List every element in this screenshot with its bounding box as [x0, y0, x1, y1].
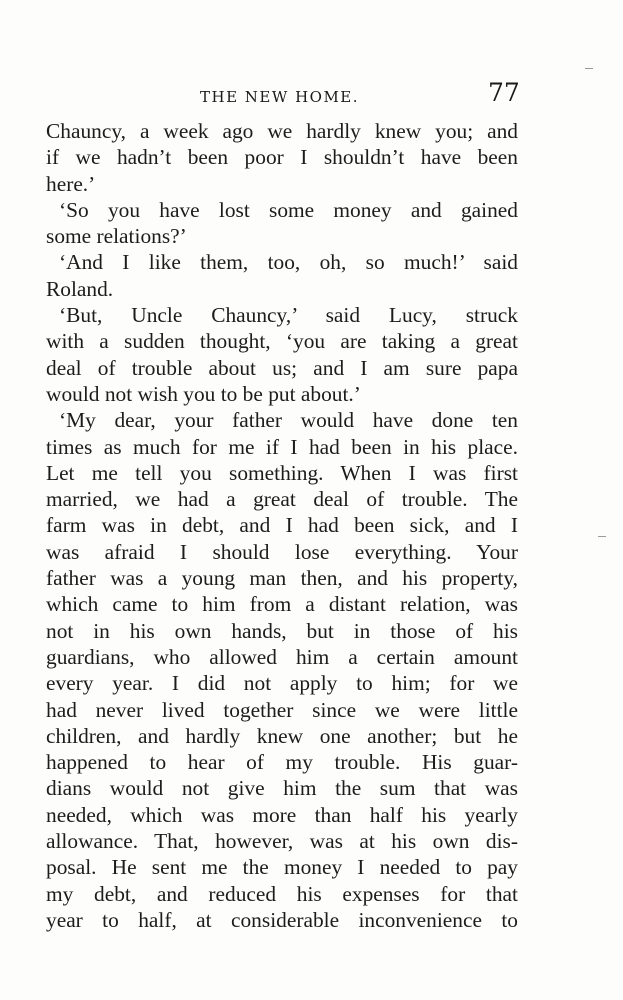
- text-line: posal. He sent me the money I needed to pay: [46, 855, 518, 880]
- text-line: needed, which was more than half his yearly: [46, 802, 518, 827]
- text-line: had never lived together since we were little: [46, 697, 518, 722]
- text-line: father was a young man then, and his property,: [46, 566, 518, 591]
- text-line: happened to hear of my trouble. His guar-: [46, 750, 518, 775]
- text-line: ‘My dear, your father would have done ten: [59, 408, 518, 433]
- text-line: year to half, at considerable inconvenience to: [46, 907, 518, 932]
- text-line: not in his own hands, but in those of his: [46, 618, 518, 643]
- scan-speck: [585, 68, 593, 69]
- text-line: here.’: [46, 171, 96, 196]
- text-line: deal of trouble about us; and I am sure papa: [46, 355, 518, 380]
- text-line: times as much for me if I had been in his place.: [46, 434, 518, 459]
- text-line: if we hadn’t been poor I shouldn’t have been: [46, 145, 518, 170]
- text-line: every year. I did not apply to him; for we: [46, 671, 518, 696]
- body-text: [46, 118, 518, 933]
- text-line: ‘But, Uncle Chauncy,’ said Lucy, struck: [59, 303, 518, 328]
- text-line: farm was in debt, and I had been sick, and I: [46, 513, 518, 538]
- text-line: Roland.: [46, 276, 114, 301]
- text-line: was afraid I should lose everything. Your: [46, 539, 518, 564]
- text-line: ‘And I like them, too, oh, so much!’ said: [59, 250, 518, 275]
- text-line: ‘So you have lost some money and gained: [59, 197, 518, 222]
- text-line: married, we had a great deal of trouble. The: [46, 487, 518, 512]
- text-line: which came to him from a distant relation, was: [46, 592, 518, 617]
- text-line: would not wish you to be put about.’: [46, 381, 361, 406]
- page-number: 77: [488, 78, 520, 107]
- scan-speck: [598, 536, 606, 537]
- text-line: dians would not give him the sum that was: [46, 776, 518, 801]
- text-line: my debt, and reduced his expenses for that: [46, 881, 518, 906]
- page-header: [0, 78, 623, 118]
- text-line: allowance. That, however, was at his own dis-: [46, 829, 518, 854]
- text-line: with a sudden thought, ‘you are taking a great: [46, 329, 518, 354]
- text-line: Let me tell you something. When I was first: [46, 460, 518, 485]
- text-line: children, and hardly knew one another; but he: [46, 723, 518, 748]
- running-title: THE NEW HOME.: [200, 88, 360, 106]
- text-line: Chauncy, a week ago we hardly knew you; and: [46, 119, 518, 143]
- text-line: some relations?’: [46, 224, 187, 249]
- text-line: guardians, who allowed him a certain amount: [46, 644, 518, 669]
